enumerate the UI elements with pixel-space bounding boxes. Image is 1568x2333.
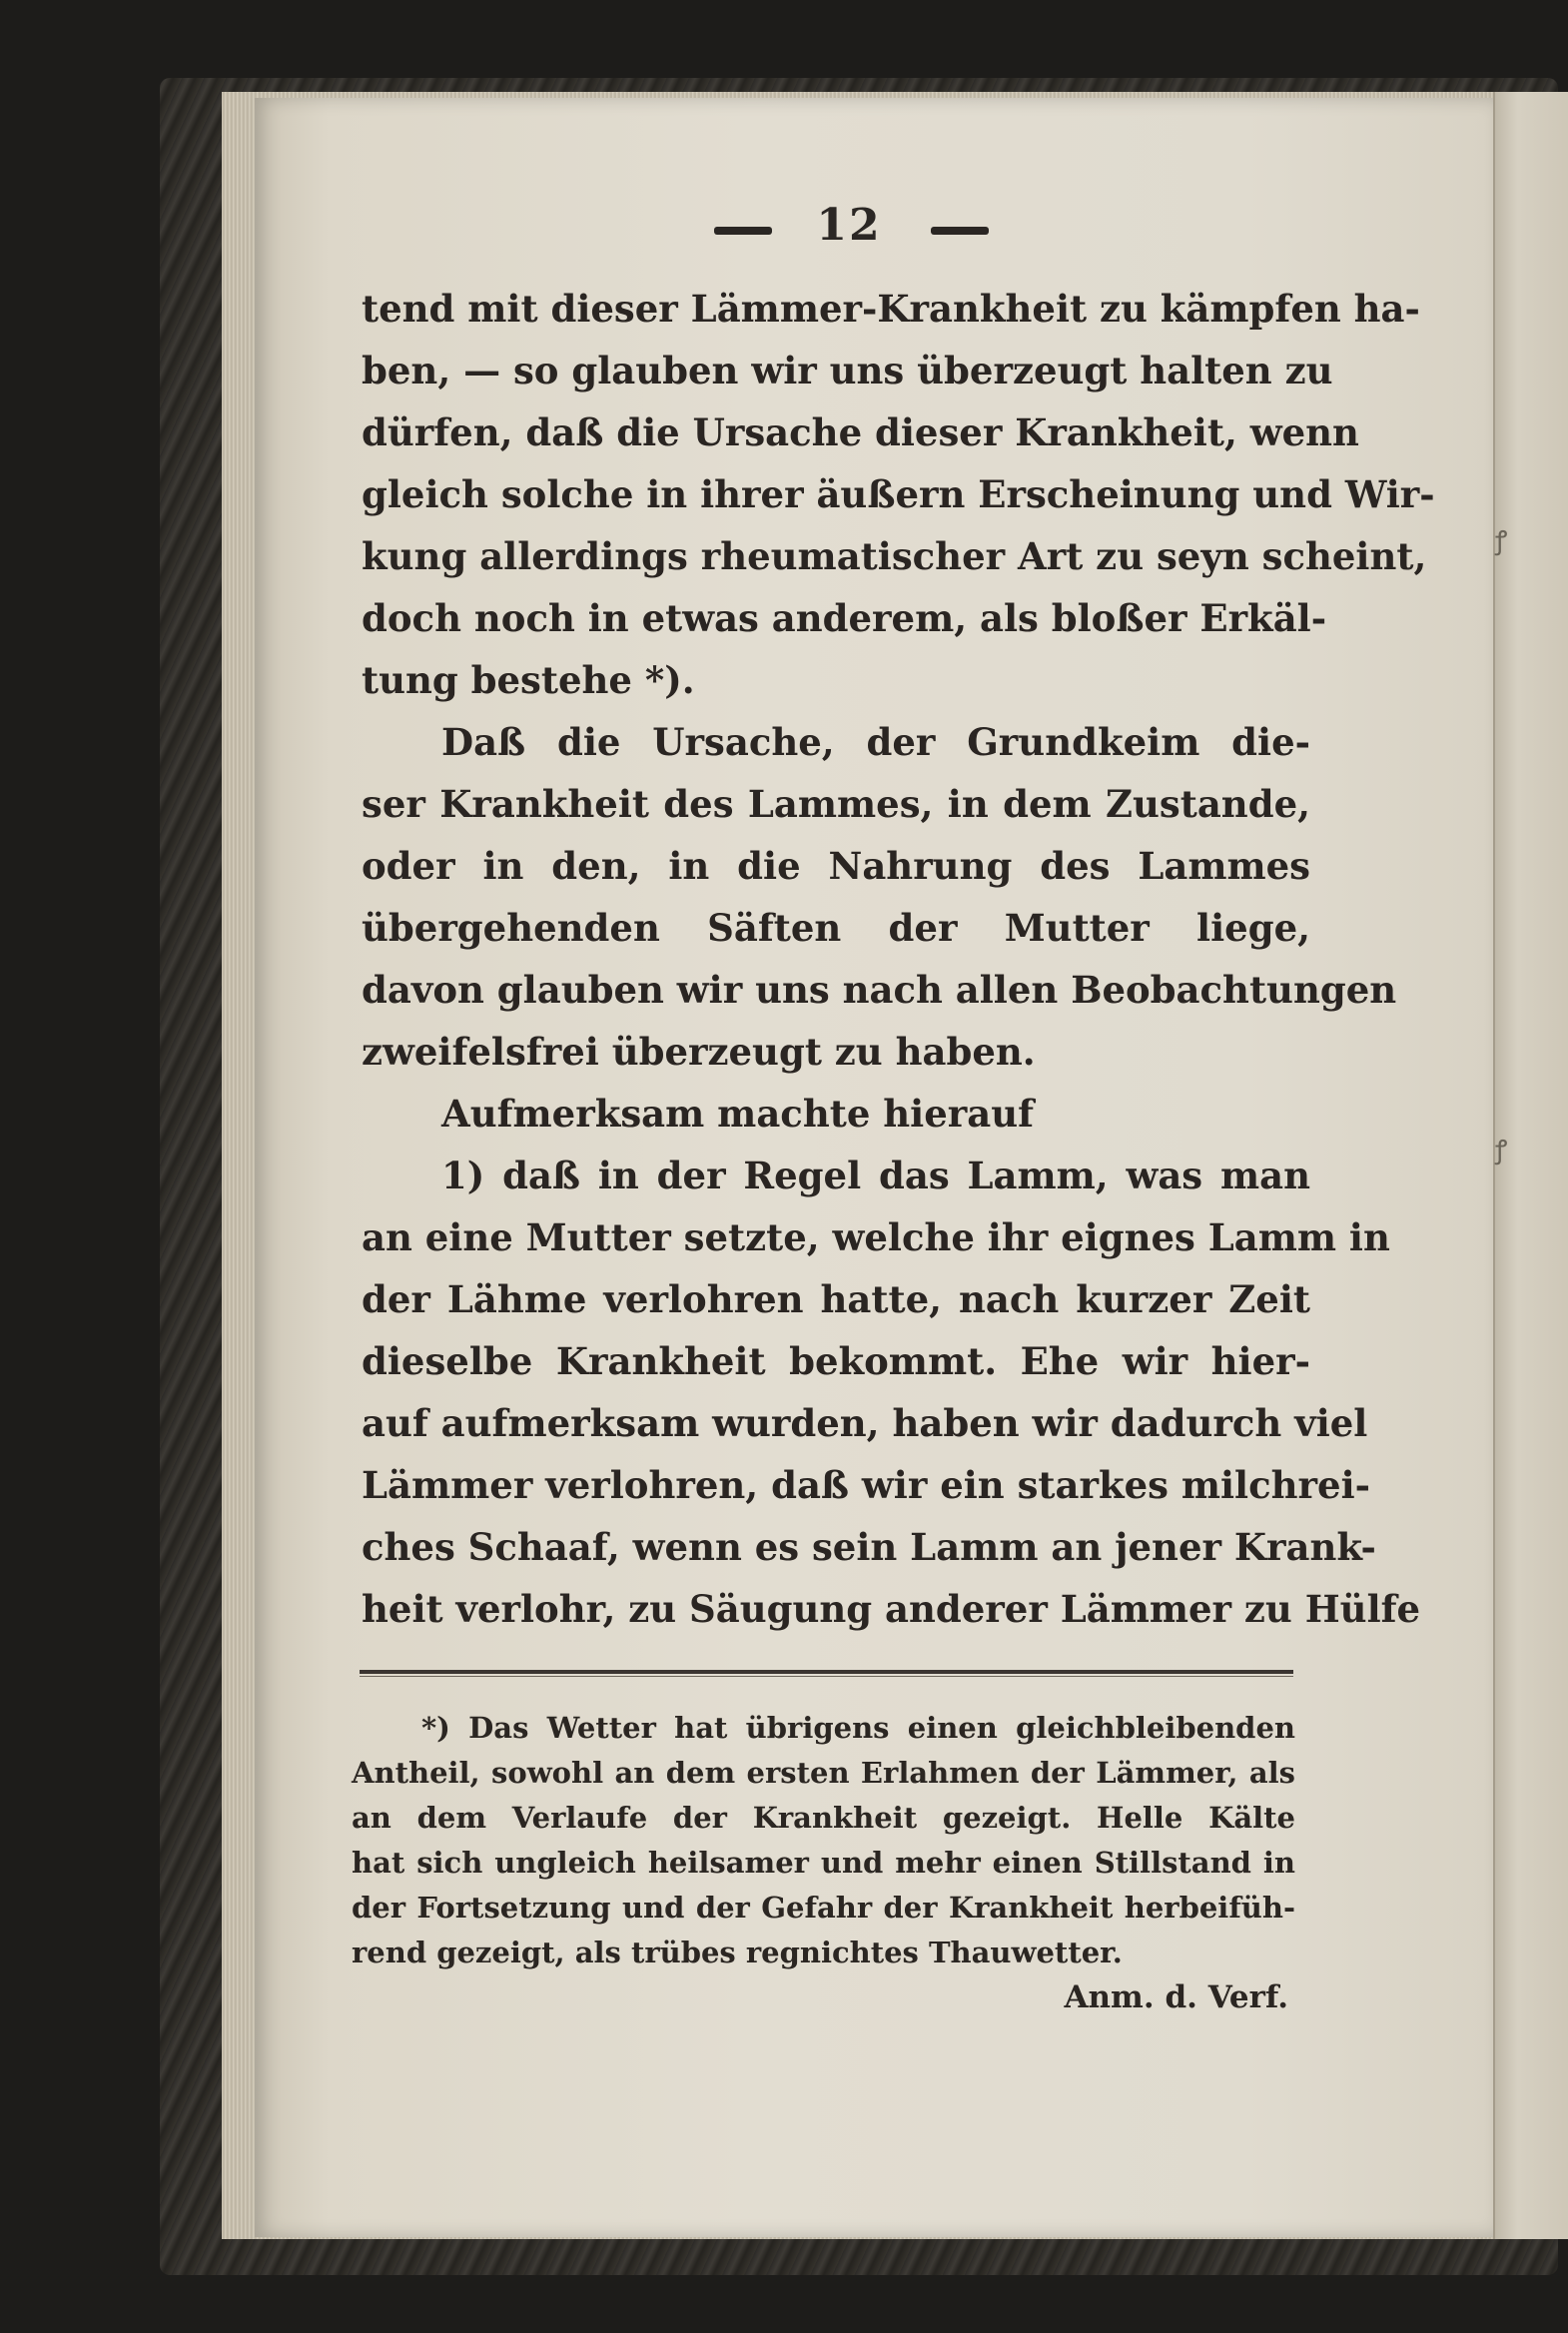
text-line: Lämmer verlohren, daß wir ein starkes milchrei- xyxy=(362,1463,1370,1507)
text-line: oder in den, in die Nahrung des Lammes xyxy=(362,844,1310,888)
footnote-line: Antheil, sowohl an dem ersten Erlahmen der Lämmer, als xyxy=(352,1756,1295,1790)
text-line: gleich solche in ihrer äußern Erscheinung und Wir- xyxy=(362,472,1435,516)
page-number: 12 xyxy=(816,200,882,251)
next-page-edge xyxy=(1493,92,1568,2239)
footnote-line: der Fortsetzung und der Gefahr der Krankheit herbeifüh- xyxy=(352,1891,1295,1925)
text-line: 1) daß in der Regel das Lamm, was man xyxy=(441,1154,1310,1197)
text-line: doch noch in etwas anderem, als bloßer Erkäl- xyxy=(362,596,1327,640)
footnote-rule-thin xyxy=(360,1676,1293,1677)
text-line: tung bestehe *). xyxy=(362,658,695,702)
text-line: ben, — so glauben wir uns überzeugt halten zu xyxy=(362,349,1333,392)
text-line: dieselbe Krankheit bekommt. Ehe wir hier- xyxy=(362,1339,1310,1383)
header-dash-right xyxy=(931,227,989,235)
text-line: auf aufmerksam wurden, haben wir dadurch viel xyxy=(362,1401,1368,1445)
text-line: heit verlohr, zu Säugung anderer Lämmer zu Hülfe xyxy=(362,1587,1421,1631)
text-line: davon glauben wir uns nach allen Beobachtungen xyxy=(362,968,1397,1012)
next-page-mark: ꝭ xyxy=(1495,1136,1508,1166)
footnote-line: an dem Verlaufe der Krankheit gezeigt. Helle Kälte xyxy=(352,1801,1295,1835)
footnote-line: rend gezeigt, als trübes regnichtes Thauwetter. xyxy=(352,1936,1123,1969)
text-line: Aufmerksam machte hierauf xyxy=(441,1092,1035,1136)
text-line: an eine Mutter setzte, welche ihr eignes Lamm in xyxy=(362,1215,1390,1259)
text-line: der Lähme verlohren hatte, nach kurzer Zeit xyxy=(362,1277,1310,1321)
footnote xyxy=(352,1706,1295,1975)
text-line: Daß die Ursache, der Grundkeim die- xyxy=(441,720,1310,764)
footnote-line: hat sich ungleich heilsamer und mehr einen Stillstand in xyxy=(352,1846,1295,1880)
page-header xyxy=(699,200,999,260)
footnote-line: *) Das Wetter hat übrigens einen gleichbleibenden xyxy=(421,1711,1295,1745)
footnote-signature: Anm. d. Verf. xyxy=(1064,1979,1288,2015)
text-line: kung allerdings rheumatischer Art zu seyn scheint, xyxy=(362,534,1427,578)
footnote-rule xyxy=(360,1670,1293,1674)
text-line: zweifelsfrei überzeugt zu haben. xyxy=(362,1030,1036,1074)
next-page-mark: ꝭ xyxy=(1495,526,1508,556)
main-text xyxy=(362,278,1435,1640)
text-line: ches Schaaf, wenn es sein Lamm an jener Krank- xyxy=(362,1525,1376,1569)
header-dash-left xyxy=(714,227,772,235)
text-line: dürfen, daß die Ursache dieser Krankheit, wenn xyxy=(362,410,1359,454)
text-line: tend mit dieser Lämmer-Krankheit zu kämpfen ha- xyxy=(362,287,1420,331)
text-line: ser Krankheit des Lammes, in dem Zustande, xyxy=(362,782,1310,826)
text-line: übergehenden Säften der Mutter liege, xyxy=(362,906,1310,950)
